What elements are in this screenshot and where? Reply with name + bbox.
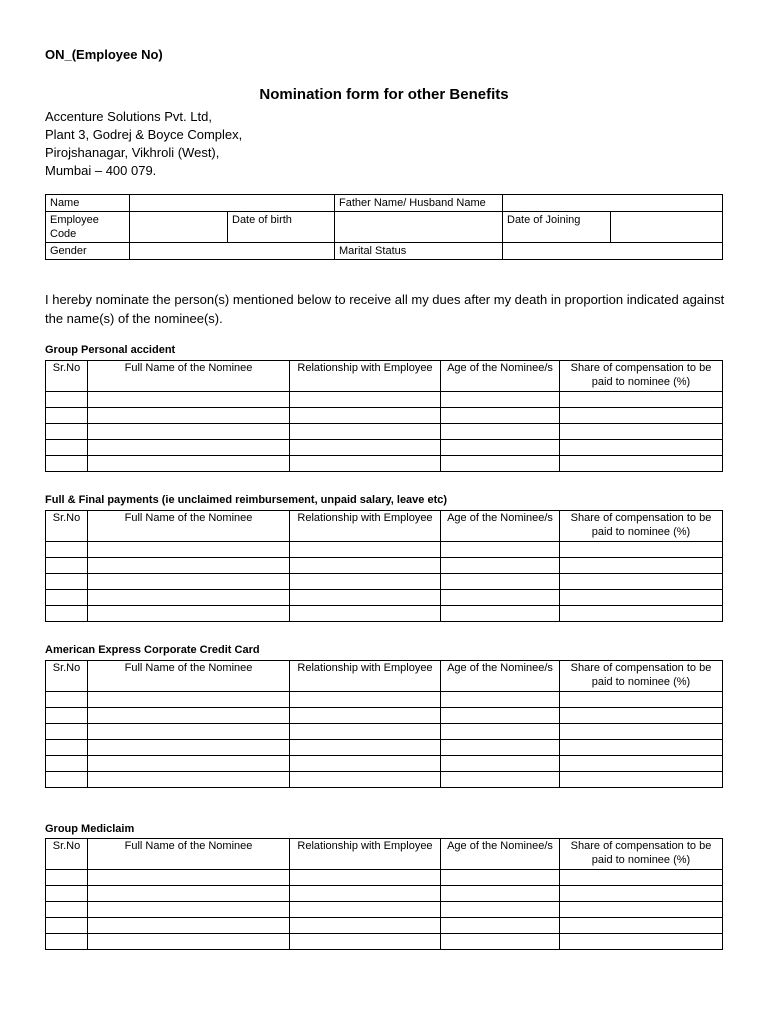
nominee-table-header [46,661,723,692]
column-header-full-name: Full Name of the Nominee [88,361,290,392]
table-row [46,558,723,574]
age-cell[interactable] [441,724,560,740]
relationship-cell[interactable] [290,902,441,918]
marital-status-label: Marital Status [335,243,503,260]
share-cell[interactable] [560,756,723,772]
full-name-cell[interactable] [88,902,290,918]
age-cell[interactable] [441,708,560,724]
share-cell[interactable] [560,408,723,424]
column-header-age: Age of the Nominee/s [441,511,560,542]
full-name-cell[interactable] [88,408,290,424]
table-row [46,692,723,708]
table-row [46,934,723,950]
relationship-cell[interactable] [290,606,441,622]
employee-code-field[interactable] [130,212,228,243]
age-cell[interactable] [441,934,560,950]
column-header-full-name: Full Name of the Nominee [88,661,290,692]
sr-no-cell[interactable] [46,724,88,740]
full-name-cell[interactable] [88,870,290,886]
full-name-cell[interactable] [88,708,290,724]
relationship-cell[interactable] [290,772,441,788]
full-name-cell[interactable] [88,756,290,772]
full-name-cell[interactable] [88,558,290,574]
name-label: Name [46,195,130,212]
relationship-cell[interactable] [290,542,441,558]
sr-no-cell[interactable] [46,902,88,918]
full-name-cell[interactable] [88,724,290,740]
address-line-3: Pirojshanagar, Vikhroli (West), [45,145,220,160]
column-header-full-name: Full Name of the Nominee [88,839,290,870]
share-cell[interactable] [560,542,723,558]
full-name-cell[interactable] [88,692,290,708]
share-cell[interactable] [560,440,723,456]
relationship-cell[interactable] [290,408,441,424]
sr-no-cell[interactable] [46,392,88,408]
column-header-relationship: Relationship with Employee [290,361,441,392]
sr-no-cell[interactable] [46,740,88,756]
sr-no-cell[interactable] [46,590,88,606]
nominee-table [45,510,723,622]
full-name-cell[interactable] [88,606,290,622]
date-of-joining-field[interactable] [611,212,723,243]
age-cell[interactable] [441,424,560,440]
father-husband-name-label: Father Name/ Husband Name [335,195,503,212]
employee-code-label: Employee Code [46,212,130,243]
column-header-sr-no: Sr.No [46,511,88,542]
share-cell[interactable] [560,590,723,606]
column-header-sr-no: Sr.No [46,361,88,392]
nominee-table-header [46,511,723,542]
table-row [46,542,723,558]
age-cell[interactable] [441,918,560,934]
share-cell[interactable] [560,934,723,950]
share-cell[interactable] [560,772,723,788]
marital-status-field[interactable] [503,243,723,260]
age-cell[interactable] [441,772,560,788]
column-header-share: Share of compensation to be paid to nominee (%) [560,511,723,542]
nominee-table [45,660,723,788]
full-name-cell[interactable] [88,886,290,902]
relationship-cell[interactable] [290,440,441,456]
section-title: Group Mediclaim [45,823,135,835]
sr-no-cell[interactable] [46,692,88,708]
sr-no-cell[interactable] [46,756,88,772]
column-header-age: Age of the Nominee/s [441,361,560,392]
full-name-cell[interactable] [88,574,290,590]
age-cell[interactable] [441,574,560,590]
age-cell[interactable] [441,740,560,756]
relationship-cell[interactable] [290,708,441,724]
column-header-age: Age of the Nominee/s [441,661,560,692]
table-row [46,574,723,590]
nominee-table [45,360,723,472]
relationship-cell[interactable] [290,886,441,902]
column-header-full-name: Full Name of the Nominee [88,511,290,542]
relationship-cell[interactable] [290,918,441,934]
sr-no-cell[interactable] [46,934,88,950]
employee-info-table [45,194,723,260]
table-row [46,590,723,606]
sr-no-cell[interactable] [46,542,88,558]
table-row [46,886,723,902]
share-cell[interactable] [560,886,723,902]
date-of-birth-field[interactable] [335,212,503,243]
section-title: American Express Corporate Credit Card [45,644,260,656]
sr-no-cell[interactable] [46,558,88,574]
full-name-cell[interactable] [88,392,290,408]
relationship-cell[interactable] [290,424,441,440]
share-cell[interactable] [560,902,723,918]
share-cell[interactable] [560,606,723,622]
full-name-cell[interactable] [88,456,290,472]
share-cell[interactable] [560,574,723,590]
father-husband-name-field[interactable] [503,195,723,212]
share-cell[interactable] [560,456,723,472]
relationship-cell[interactable] [290,740,441,756]
share-cell[interactable] [560,740,723,756]
age-cell[interactable] [441,692,560,708]
table-row [46,424,723,440]
column-header-share: Share of compensation to be paid to nominee (%) [560,839,723,870]
column-header-sr-no: Sr.No [46,661,88,692]
nominee-table [45,838,723,950]
share-cell[interactable] [560,558,723,574]
age-cell[interactable] [441,440,560,456]
share-cell[interactable] [560,392,723,408]
table-row [46,708,723,724]
share-cell[interactable] [560,708,723,724]
relationship-cell[interactable] [290,558,441,574]
sr-no-cell[interactable] [46,870,88,886]
employee-number-label: ON_(Employee No) [45,47,163,62]
date-of-birth-label: Date of birth [228,212,335,243]
table-row [46,440,723,456]
age-cell[interactable] [441,558,560,574]
age-cell[interactable] [441,902,560,918]
age-cell[interactable] [441,456,560,472]
table-row [46,392,723,408]
address-line-2: Plant 3, Godrej & Boyce Complex, [45,127,243,142]
form-title: Nomination form for other Benefits [259,86,509,103]
date-of-joining-label: Date of Joining [503,212,611,243]
age-cell[interactable] [441,392,560,408]
full-name-cell[interactable] [88,424,290,440]
column-header-relationship: Relationship with Employee [290,511,441,542]
nomination-declaration: I hereby nominate the person(s) mentioned below to receive all my dues after my death in proportion indicated against the name(s) of the nominee(s). [45,292,725,326]
share-cell[interactable] [560,870,723,886]
sr-no-cell[interactable] [46,708,88,724]
company-address [45,108,242,180]
table-row [46,456,723,472]
table-row [46,918,723,934]
relationship-cell[interactable] [290,392,441,408]
column-header-relationship: Relationship with Employee [290,839,441,870]
share-cell[interactable] [560,692,723,708]
table-row [46,606,723,622]
sr-no-cell[interactable] [46,886,88,902]
sr-no-cell[interactable] [46,408,88,424]
full-name-cell[interactable] [88,934,290,950]
age-cell[interactable] [441,756,560,772]
column-header-share: Share of compensation to be paid to nominee (%) [560,361,723,392]
age-cell[interactable] [441,542,560,558]
column-header-sr-no: Sr.No [46,839,88,870]
sr-no-cell[interactable] [46,424,88,440]
relationship-cell[interactable] [290,590,441,606]
full-name-cell[interactable] [88,440,290,456]
full-name-cell[interactable] [88,918,290,934]
column-header-relationship: Relationship with Employee [290,661,441,692]
address-line-1: Accenture Solutions Pvt. Ltd, [45,109,212,124]
table-row [46,870,723,886]
share-cell[interactable] [560,424,723,440]
section-title: Full & Final payments (ie unclaimed reimbursement, unpaid salary, leave etc) [45,494,448,506]
age-cell[interactable] [441,870,560,886]
sr-no-cell[interactable] [46,606,88,622]
full-name-cell[interactable] [88,590,290,606]
gender-label: Gender [46,243,130,260]
relationship-cell[interactable] [290,724,441,740]
address-line-4: Mumbai – 400 079. [45,163,157,178]
age-cell[interactable] [441,886,560,902]
full-name-cell[interactable] [88,772,290,788]
sr-no-cell[interactable] [46,574,88,590]
relationship-cell[interactable] [290,934,441,950]
column-header-age: Age of the Nominee/s [441,839,560,870]
relationship-cell[interactable] [290,870,441,886]
table-row [46,724,723,740]
section-title: Group Personal accident [45,344,176,356]
age-cell[interactable] [441,408,560,424]
relationship-cell[interactable] [290,692,441,708]
age-cell[interactable] [441,606,560,622]
relationship-cell[interactable] [290,756,441,772]
full-name-cell[interactable] [88,542,290,558]
table-row [46,756,723,772]
sr-no-cell[interactable] [46,918,88,934]
full-name-cell[interactable] [88,740,290,756]
share-cell[interactable] [560,724,723,740]
nominee-table-header [46,839,723,870]
table-row [46,902,723,918]
relationship-cell[interactable] [290,456,441,472]
gender-field[interactable] [130,243,335,260]
relationship-cell[interactable] [290,574,441,590]
share-cell[interactable] [560,918,723,934]
nominee-table-header [46,361,723,392]
table-row [46,772,723,788]
name-field[interactable] [130,195,335,212]
sr-no-cell[interactable] [46,456,88,472]
table-row [46,740,723,756]
column-header-share: Share of compensation to be paid to nominee (%) [560,661,723,692]
age-cell[interactable] [441,590,560,606]
table-row [46,408,723,424]
sr-no-cell[interactable] [46,440,88,456]
sr-no-cell[interactable] [46,772,88,788]
